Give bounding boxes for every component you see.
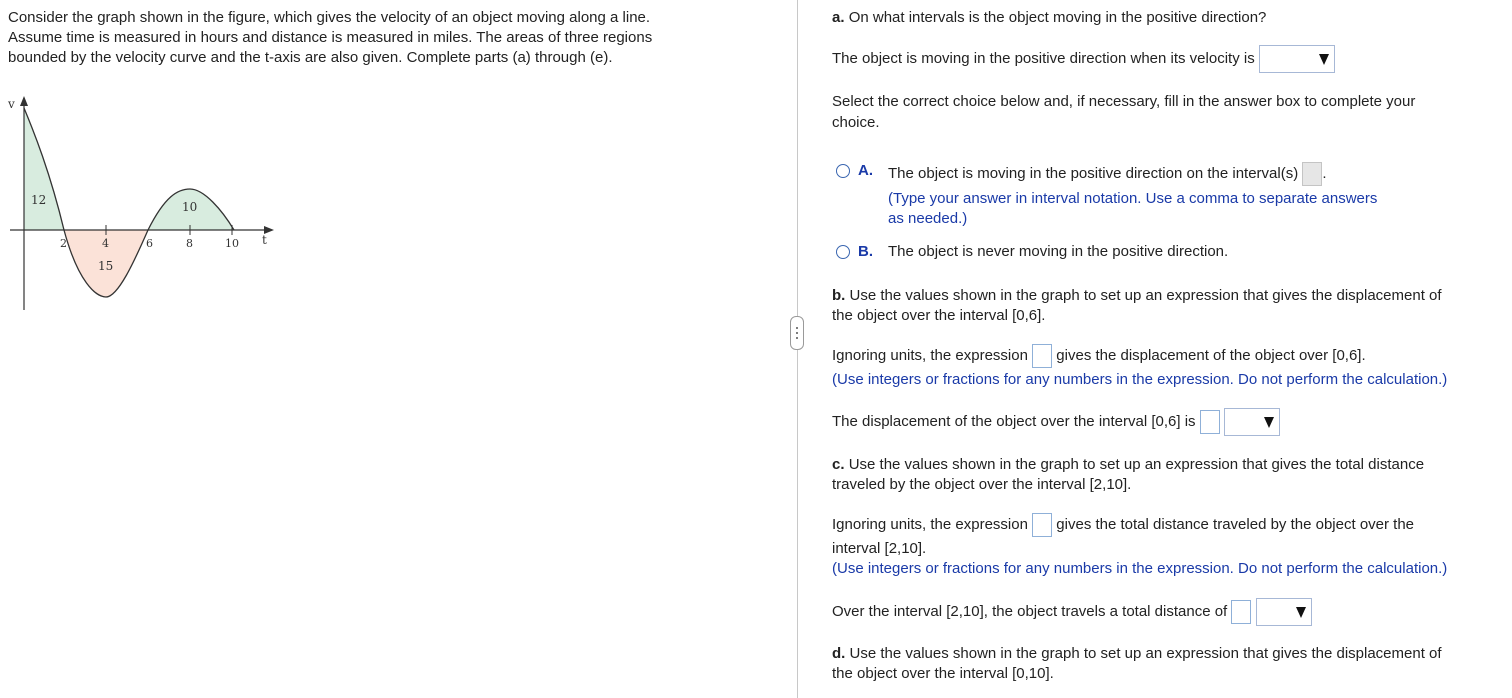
part-a-question bbox=[832, 8, 1266, 28]
part-c-question-1 bbox=[832, 455, 1424, 475]
x-tick-label: 6 bbox=[146, 237, 153, 250]
problem-statement bbox=[8, 8, 728, 68]
x-tick-label: 4 bbox=[102, 237, 109, 250]
option-a-letter: A. bbox=[858, 162, 873, 179]
part-b-answer-row bbox=[832, 408, 1280, 436]
part-a-label: a. bbox=[832, 9, 845, 26]
x-tick-label: 2 bbox=[60, 237, 67, 250]
part-c-hint: (Use integers or fractions for any numbers in the expression. Do not perform the calculation.) bbox=[832, 560, 1448, 577]
part-c-question-text: Use the values shown in the graph to set up an expression that gives the total distance bbox=[848, 456, 1425, 473]
dropdown-arrow-icon bbox=[1319, 54, 1329, 65]
part-d-question-1 bbox=[832, 644, 1442, 664]
handle-dot bbox=[796, 337, 798, 339]
part-c-question-2: traveled by the object over the interval [2,10]. bbox=[832, 476, 1132, 493]
part-c-expr-suffix: gives the total distance traveled by the object over the bbox=[1056, 515, 1415, 533]
part-b-question-text: Use the values shown in the graph to set up an expression that gives the displacement of bbox=[849, 287, 1442, 304]
intro-line-2: Assume time is measured in hours and distance is measured in miles. The areas of three regions bbox=[8, 29, 653, 46]
x-tick-label: 8 bbox=[186, 237, 193, 250]
pane-resize-handle[interactable] bbox=[790, 316, 804, 350]
velocity-sign-dropdown[interactable] bbox=[1259, 45, 1335, 73]
part-c-expression-input[interactable] bbox=[1032, 513, 1052, 537]
option-a-interval-input[interactable] bbox=[1302, 162, 1322, 186]
part-b-expression-row bbox=[832, 344, 1366, 368]
part-c-answer-row bbox=[832, 598, 1312, 626]
part-b-units-dropdown[interactable] bbox=[1224, 408, 1280, 436]
x-tick-label: 10 bbox=[225, 237, 239, 250]
option-a-text: The object is moving in the positive direction on the interval(s) bbox=[888, 164, 1299, 182]
option-b-text: The object is never moving in the positive direction. bbox=[888, 243, 1229, 260]
part-b-hint: (Use integers or fractions for any numbers in the expression. Do not perform the calculation.) bbox=[832, 371, 1448, 388]
part-c-expr-prefix: Ignoring units, the expression bbox=[832, 515, 1028, 533]
option-b-letter: B. bbox=[858, 243, 873, 260]
dropdown-arrow-icon bbox=[1264, 417, 1274, 428]
intro-line-3: bounded by the velocity curve and the t-axis are also given. Complete parts (a) through (e). bbox=[8, 49, 613, 66]
part-a-statement bbox=[832, 45, 1335, 73]
handle-dot bbox=[796, 327, 798, 329]
part-c-label: c. bbox=[832, 456, 845, 473]
option-a-period: . bbox=[1322, 164, 1327, 182]
part-b-value-input[interactable] bbox=[1200, 410, 1220, 434]
part-a-question-text: On what intervals is the object moving in the positive direction? bbox=[848, 9, 1267, 26]
part-d-question-text: Use the values shown in the graph to set up an expression that gives the displacement of bbox=[849, 645, 1442, 662]
option-a-radio[interactable] bbox=[836, 164, 850, 178]
area-label-left: 12 bbox=[31, 193, 47, 207]
part-c-expression-line-2: interval [2,10]. bbox=[832, 540, 927, 557]
part-b-expr-prefix: Ignoring units, the expression bbox=[832, 346, 1028, 364]
part-c-units-dropdown[interactable] bbox=[1256, 598, 1312, 626]
area-label-negative: 15 bbox=[98, 259, 114, 273]
y-axis-arrow bbox=[20, 96, 28, 106]
part-d-label: d. bbox=[832, 645, 846, 662]
part-c-answer-text: Over the interval [2,10], the object travels a total distance of bbox=[832, 602, 1228, 620]
intro-line-1: Consider the graph shown in the figure, which gives the velocity of an object moving along a line. bbox=[8, 9, 651, 26]
y-axis-label: v bbox=[8, 97, 15, 111]
positive-region-left bbox=[24, 108, 64, 230]
option-a-hint-2: as needed.) bbox=[888, 210, 968, 227]
velocity-graph bbox=[0, 92, 300, 322]
option-b-radio[interactable] bbox=[836, 245, 850, 259]
x-axis-label: t bbox=[262, 233, 267, 247]
area-label-right: 10 bbox=[182, 200, 198, 214]
part-b-answer-text: The displacement of the object over the interval [0,6] is bbox=[832, 412, 1196, 430]
part-c-expression-row bbox=[832, 513, 1414, 537]
part-b-expr-suffix: gives the displacement of the object over [0,6]. bbox=[1056, 346, 1366, 364]
handle-dot bbox=[796, 332, 798, 334]
option-a-text-row bbox=[888, 162, 1327, 186]
part-a-instruction-2: choice. bbox=[832, 114, 880, 131]
part-b-question-1 bbox=[832, 286, 1442, 306]
part-c-value-input[interactable] bbox=[1231, 600, 1251, 624]
part-b-question-2: the object over the interval [0,6]. bbox=[832, 307, 1046, 324]
part-b-expression-input[interactable] bbox=[1032, 344, 1052, 368]
part-d-question-2: the object over the interval [0,10]. bbox=[832, 665, 1054, 682]
dropdown-arrow-icon bbox=[1296, 607, 1306, 618]
part-a-instruction-1: Select the correct choice below and, if necessary, fill in the answer box to complete your bbox=[832, 93, 1416, 110]
option-a-hint-1: (Type your answer in interval notation. Use a comma to separate answers bbox=[888, 190, 1378, 207]
part-b-label: b. bbox=[832, 287, 846, 304]
part-a-statement-text: The object is moving in the positive direction when its velocity is bbox=[832, 49, 1255, 67]
